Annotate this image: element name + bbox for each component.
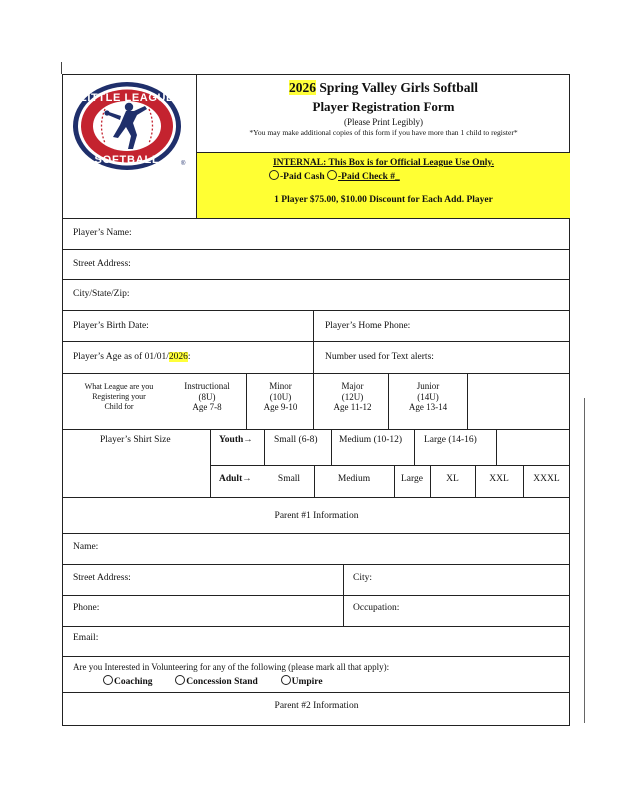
youth-size-large[interactable]: Large (14-16) bbox=[424, 435, 477, 445]
row-line bbox=[63, 626, 570, 627]
player-name-field[interactable]: Player’s Name: bbox=[73, 228, 132, 238]
paid-cash-label: -Paid Cash bbox=[280, 172, 325, 182]
league-option-major[interactable] bbox=[315, 381, 390, 413]
league-option-minor[interactable] bbox=[248, 381, 313, 413]
league-option-line: Junior bbox=[416, 381, 440, 391]
col-line bbox=[331, 429, 332, 465]
parent1-city-field[interactable]: City: bbox=[353, 573, 373, 583]
scan-edge-mark bbox=[61, 62, 62, 74]
parent1-phone-field[interactable]: Phone: bbox=[73, 603, 100, 613]
adult-size-large[interactable]: Large bbox=[401, 474, 423, 484]
league-option-line: Instructional bbox=[184, 381, 230, 391]
player-age-field[interactable] bbox=[73, 352, 191, 362]
parent1-email-field[interactable]: Email: bbox=[73, 633, 99, 643]
logo-top-text: LITTLE LEAGUE bbox=[80, 92, 174, 104]
row-line bbox=[63, 341, 570, 342]
league-option-junior[interactable] bbox=[390, 381, 466, 413]
league-question-line: What League are you bbox=[84, 382, 154, 391]
row-line bbox=[63, 279, 570, 280]
registration-form bbox=[62, 74, 570, 726]
parent1-occupation-field[interactable]: Occupation: bbox=[353, 603, 400, 613]
logo-registered-mark: ® bbox=[181, 161, 186, 167]
league-option-line: Age 9-10 bbox=[263, 402, 298, 412]
adult-size-small[interactable]: Small bbox=[277, 474, 301, 484]
age-suffix: : bbox=[187, 352, 191, 362]
adult-size-medium[interactable]: Medium bbox=[337, 474, 371, 484]
internal-box-top bbox=[197, 152, 570, 153]
league-option-line: Age 7-8 bbox=[192, 402, 222, 412]
player-street-field[interactable]: Street Address: bbox=[73, 259, 131, 269]
col-line bbox=[246, 373, 247, 429]
league-option-line: Major bbox=[341, 381, 364, 391]
row-line bbox=[63, 692, 570, 693]
league-option-instructional[interactable] bbox=[173, 381, 241, 413]
col-line bbox=[496, 429, 497, 465]
little-league-softball-logo bbox=[71, 79, 189, 175]
league-option-line: (8U) bbox=[198, 391, 216, 402]
paid-cash-radio[interactable] bbox=[269, 170, 279, 180]
text-alerts-field[interactable]: Number used for Text alerts: bbox=[325, 352, 434, 362]
concession-radio[interactable] bbox=[175, 675, 185, 685]
col-line bbox=[388, 373, 389, 429]
volunteer-question: Are you Interested in Volunteering for any of the following (please mark all that apply): bbox=[73, 662, 390, 672]
league-question-line: Child for bbox=[104, 402, 134, 411]
row-line bbox=[63, 429, 570, 430]
logo-bottom-text: SOFTBALL bbox=[94, 154, 160, 166]
shirt-size-label: Player’s Shirt Size bbox=[100, 435, 171, 445]
row-line bbox=[63, 497, 570, 498]
fee-text: 1 Player $75.00, $10.00 Discount for Each Add. Player bbox=[274, 195, 493, 205]
adult-label: Adult→ bbox=[219, 474, 252, 484]
copies-note: *You may make additional copies of this form if you have more than 1 child to register* bbox=[249, 128, 518, 137]
volunteer-options bbox=[103, 675, 323, 687]
adult-size-xl[interactable]: XL bbox=[446, 474, 459, 484]
league-question bbox=[75, 382, 163, 412]
title-year: 2026 bbox=[288, 80, 316, 95]
age-label: Player’s Age as of 01/01/ bbox=[73, 352, 169, 362]
home-phone-field[interactable]: Player’s Home Phone: bbox=[325, 321, 411, 331]
print-legibly-note: (Please Print Legibly) bbox=[344, 117, 423, 127]
form-subtitle: Player Registration Form bbox=[312, 99, 455, 114]
col-line bbox=[313, 373, 314, 429]
youth-label: Youth→ bbox=[219, 435, 253, 445]
row-line bbox=[63, 656, 570, 657]
title-text: Spring Valley Girls Softball bbox=[315, 80, 479, 95]
row-line bbox=[63, 533, 570, 534]
parent1-heading: Parent #1 Information bbox=[274, 511, 359, 521]
league-option-line: Age 11-12 bbox=[333, 402, 372, 412]
concession-label: Concession Stand bbox=[186, 677, 258, 687]
paid-check-label: -Paid Check # bbox=[337, 172, 395, 182]
row-line bbox=[63, 564, 570, 565]
payment-options bbox=[269, 170, 400, 182]
form-title bbox=[197, 80, 570, 96]
parent1-street-field[interactable]: Street Address: bbox=[73, 573, 131, 583]
row-line bbox=[63, 373, 570, 374]
row-line bbox=[210, 465, 570, 466]
col-line bbox=[467, 373, 468, 429]
adult-size-xxxl[interactable]: XXXL bbox=[533, 474, 560, 484]
col-line bbox=[264, 429, 265, 465]
youth-size-medium[interactable]: Medium (10-12) bbox=[339, 435, 403, 445]
row-line bbox=[63, 249, 570, 250]
volunteer-option-umpire[interactable] bbox=[281, 677, 323, 687]
umpire-label: Umpire bbox=[291, 677, 323, 687]
col-line bbox=[210, 429, 211, 497]
player-city-field[interactable]: City/State/Zip: bbox=[73, 289, 130, 299]
league-option-line: Age 13-14 bbox=[408, 402, 448, 412]
volunteer-option-concession[interactable] bbox=[175, 677, 258, 687]
league-option-line: Minor bbox=[269, 381, 292, 391]
col-line bbox=[414, 429, 415, 465]
birth-date-field[interactable]: Player’s Birth Date: bbox=[73, 321, 149, 331]
row-line bbox=[63, 218, 570, 219]
paid-check-radio[interactable] bbox=[327, 170, 337, 180]
coaching-label: Coaching bbox=[114, 677, 153, 687]
parent2-heading: Parent #2 Information bbox=[274, 701, 359, 711]
row-line bbox=[63, 310, 570, 311]
check-number-blank[interactable]: _ bbox=[394, 172, 400, 182]
league-option-line: (10U) bbox=[269, 391, 292, 402]
youth-size-small[interactable]: Small (6-8) bbox=[274, 435, 318, 445]
league-option-line: (14U) bbox=[417, 391, 439, 402]
adult-size-xxl[interactable]: XXL bbox=[489, 474, 509, 484]
parent1-name-field[interactable]: Name: bbox=[73, 542, 99, 552]
league-question-line: Registering your bbox=[92, 392, 146, 401]
scan-edge-mark-right bbox=[584, 398, 585, 723]
umpire-radio[interactable] bbox=[281, 675, 291, 685]
volunteer-option-coaching[interactable] bbox=[103, 677, 153, 687]
league-option-line: (12U) bbox=[341, 391, 364, 402]
coaching-radio[interactable] bbox=[103, 675, 113, 685]
row-line bbox=[63, 595, 570, 596]
age-year: 2026 bbox=[168, 352, 188, 362]
internal-heading: INTERNAL: This Box is for Official League Use Only. bbox=[272, 158, 495, 168]
